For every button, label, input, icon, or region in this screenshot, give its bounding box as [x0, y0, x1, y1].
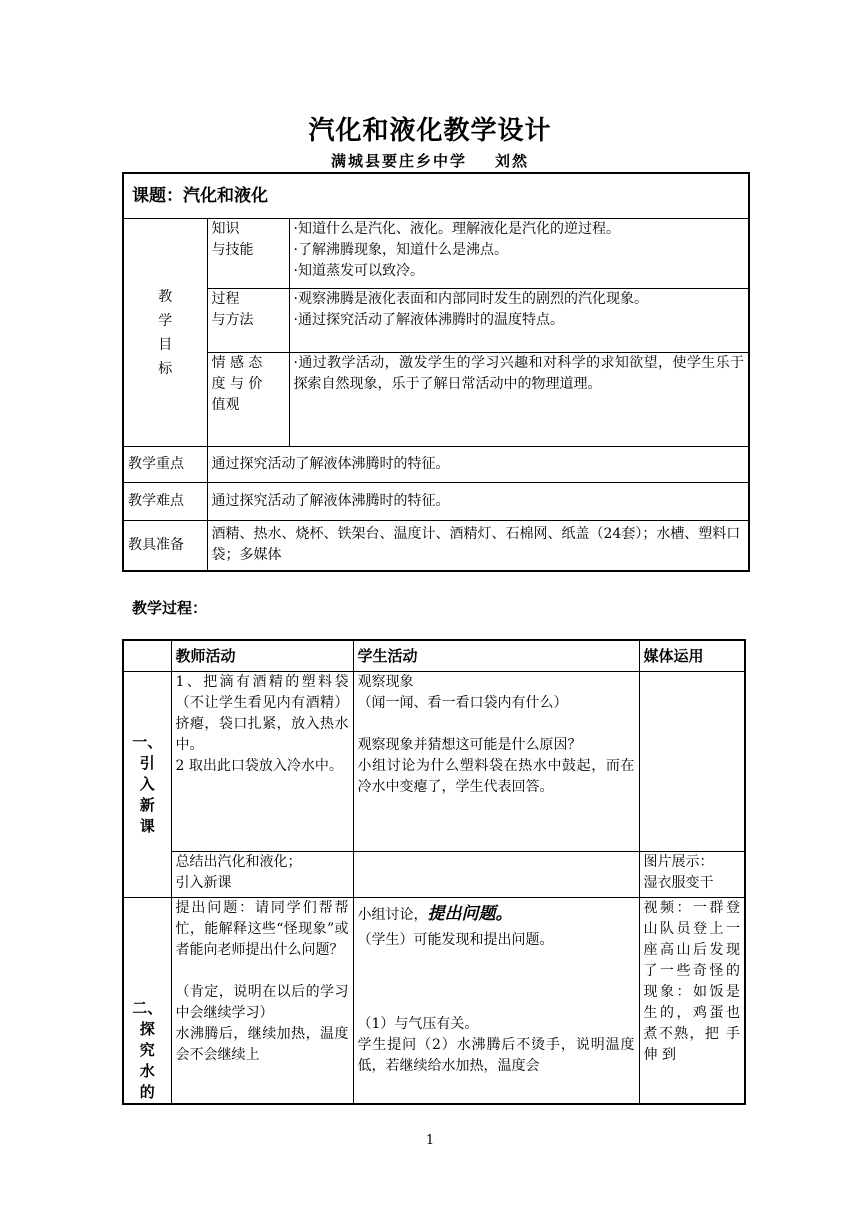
goal-process-label: 过程 与方法	[207, 289, 289, 353]
page-number: 1	[425, 1133, 435, 1148]
tools-text: 酒精、热水、烧杯、铁架台、温度计、酒精灯、石棉网、纸盖（24套）；水槽、塑料口袋；多媒体	[207, 521, 749, 571]
tools-label: 教具准备	[123, 521, 207, 571]
goal-emotion-text: ·通过教学活动，激发学生的学习兴趣和对科学的求知欲望，使学生乐于探索自然现象，乐于了解日常活动中的物理道理。	[289, 353, 749, 447]
lesson-info-table	[122, 172, 750, 572]
process-heading: 教学过程：	[132, 599, 208, 617]
key-point-text: 通过探究活动了解液体沸腾时的特征。	[207, 447, 749, 483]
goals-label: 教 学 目 标	[123, 219, 207, 447]
section-1-label: 一、 引 入 新 课	[123, 672, 171, 898]
col-teacher-header: 教师活动	[171, 640, 353, 672]
section-1b-student	[353, 852, 639, 898]
teaching-process-table	[122, 639, 746, 1105]
difficulty-text: 通过探究活动了解液体沸腾时的特征。	[207, 483, 749, 521]
discussion-text: 小组讨论，	[357, 907, 428, 923]
lesson-subject: 课题：汽化和液化	[123, 173, 749, 219]
goal-emotion-label: 情 感 态 度 与 价 值观	[207, 353, 289, 447]
difficulty-label: 教学难点	[123, 483, 207, 521]
raise-question-emphasis: 提出问题。	[427, 904, 513, 924]
goal-knowledge-items: ·知道什么是汽化、液化。理解液化是汽化的逆过程。 ·了解沸腾现象，知道什么是沸点。 ·知道蒸发可以致冷。	[289, 219, 749, 289]
section-1b-media: 图片展示： 湿衣服变干	[639, 852, 745, 898]
goal-knowledge-label: 知识 与技能	[207, 219, 289, 289]
section-2-media: 视频：一群登山队员登上一座高山后发现了一些奇怪的现象：如饭是生的，鸡蛋也煮不熟，把 手 伸 到	[639, 898, 745, 1104]
document-title: 汽化和液化教学设计	[308, 116, 552, 146]
col-student-header: 学生活动	[353, 640, 639, 672]
section-1-student: 观察现象 （闻一闻、看一看口袋内有什么） 观察现象并猜想这可能是什么原因？ 小组讨论为什么塑料袋在热水中鼓起，而在冷水中变瘪了，学生代表回答。	[353, 672, 639, 852]
corner-cell	[123, 640, 171, 672]
section-1-teacher: 1、把滴有酒精的塑料袋（不让学生看见内有酒精）挤瘪，袋口扎紧，放入热水中。 2 取出此口袋放入冷水中。	[171, 672, 353, 852]
author-line	[0, 150, 860, 171]
school-name: 满城县要庄乡中学	[330, 152, 467, 170]
goal-process-items: ·观察沸腾是液化表面和内部同时发生的剧烈的汽化现象。 ·通过探究活动了解液体沸腾时的温度特点。	[289, 289, 749, 353]
author-name: 刘然	[495, 152, 530, 170]
col-media-header: 媒体运用	[639, 640, 745, 672]
key-point-label: 教学重点	[123, 447, 207, 483]
section-2-teacher: 提出问题：请同学们帮帮忙，能解释这些“怪现象”或者能向老师提出什么问题？ （肯定，说明在以后的学习中会继续学习） 水沸腾后，继续加热，温度会不会继续上	[171, 898, 353, 1104]
section-1b-teacher: 总结出汽化和液化； 引入新课	[171, 852, 353, 898]
section-1-media	[639, 672, 745, 852]
section-2-student: 小组讨论，提出问题。 （学生）可能发现和提出问题。 （1）与气压有关。 学生提问（2）水沸腾后不烫手，说明温度低，若继续给水加热，温度会	[353, 898, 639, 1104]
section-2-label: 二、 探 究 水 的	[123, 898, 171, 1104]
